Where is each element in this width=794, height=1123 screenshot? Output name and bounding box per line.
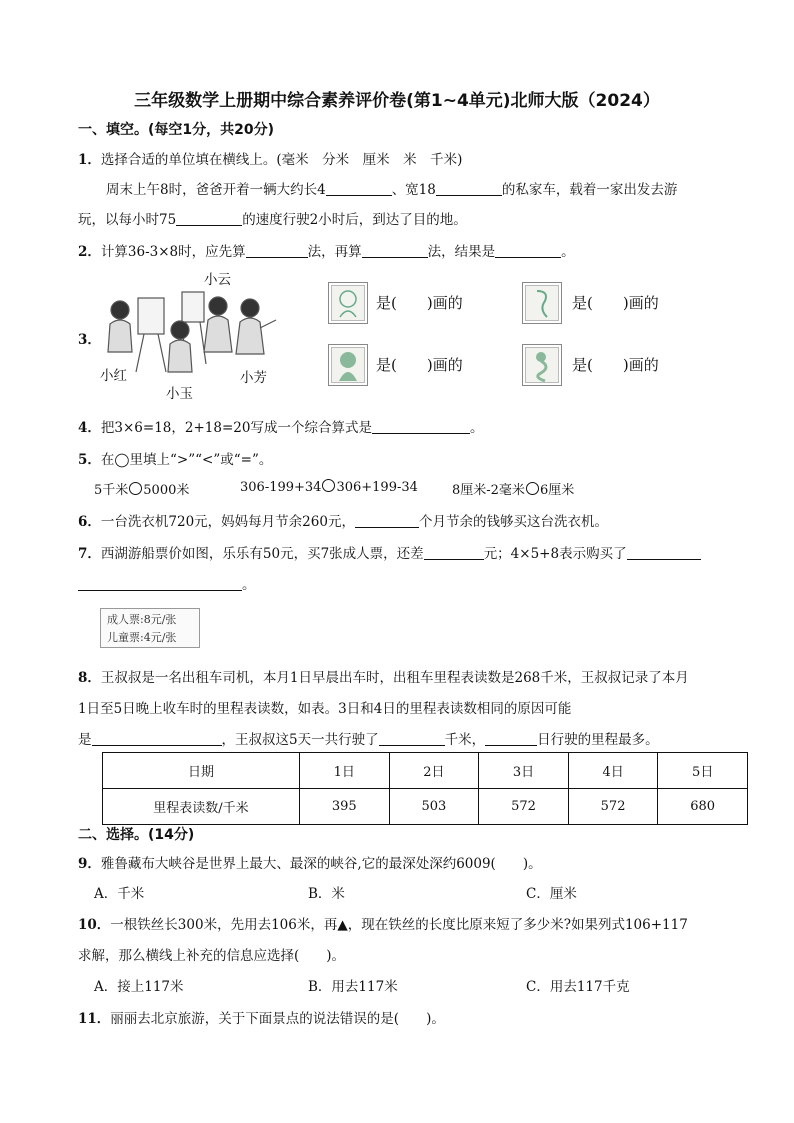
compare-item-3 <box>452 479 574 498</box>
option-c[interactable]: C．厘米 <box>526 886 577 902</box>
painting-thumbnail-3 <box>328 344 368 386</box>
text-segment: 8厘米-2毫米 <box>452 483 525 498</box>
option-c[interactable]: C．用去117千克 <box>526 979 630 995</box>
table-cell: 里程表读数/千米 <box>103 789 300 825</box>
answer-blank[interactable] <box>495 243 561 258</box>
section-heading-choice: 二、选择。(14分) <box>78 827 195 843</box>
answer-prompt: 是( )画的 <box>376 294 463 312</box>
answer-blank[interactable] <box>485 731 537 746</box>
silhouette-monkey-icon <box>329 345 367 385</box>
table-cell: 1日 <box>300 753 390 789</box>
label-xiaohong: 小红 <box>100 368 127 384</box>
answer-blank[interactable] <box>372 419 470 434</box>
answer-prompt: 是( )画的 <box>572 356 659 374</box>
compare-circle[interactable] <box>526 482 539 495</box>
question-6 <box>78 510 608 530</box>
snake-icon <box>523 283 561 323</box>
question-number: 11． <box>78 1011 111 1027</box>
monkey-icon <box>329 283 367 323</box>
text-segment: 日行驶的里程最多。 <box>537 732 659 748</box>
text-segment: 。 <box>561 244 575 260</box>
answer-blank[interactable] <box>326 181 392 196</box>
question-number: 4． <box>78 420 101 436</box>
text-segment: 的私家车，载着一家出发去游 <box>501 182 678 198</box>
answer-prompt: 是( )画的 <box>376 356 463 374</box>
table-cell: 572 <box>479 789 569 825</box>
answer-blank[interactable] <box>176 211 242 226</box>
compare-circle[interactable] <box>129 482 142 495</box>
table-row <box>103 789 748 825</box>
section-heading-fill-blank: 一、填空。(每空1分，共20分) <box>78 122 275 138</box>
table-cell: 3日 <box>479 753 569 789</box>
option-b[interactable]: B．用去117米 <box>308 979 398 995</box>
question-number: 1． <box>78 152 101 168</box>
text-segment: 西湖游船票价如图，乐乐有50元，买7张成人票，还差 <box>100 546 424 562</box>
table-cell: 5日 <box>658 753 748 789</box>
question-number: 6． <box>78 514 101 530</box>
text-segment: 。 <box>242 577 256 593</box>
question-number: 10． <box>78 917 111 933</box>
table-cell: 2日 <box>389 753 479 789</box>
option-a[interactable]: A．千米 <box>94 886 145 902</box>
text-segment: 一台洗衣机720元，妈妈每月节余260元， <box>100 514 355 530</box>
text-segment: 千米， <box>444 732 486 748</box>
text-segment: 、宽18 <box>391 182 436 198</box>
text-segment: 306-199+34 <box>240 480 322 495</box>
text-segment: 法，再算 <box>307 244 362 260</box>
question-text: 选择合适的单位填在横线上。(毫米 分米 厘米 米 千米) <box>100 152 463 168</box>
compare-circle[interactable] <box>322 479 335 492</box>
answer-blank[interactable] <box>362 243 428 258</box>
question-8-line-3 <box>78 728 659 748</box>
painting-children-illustration <box>100 268 290 402</box>
table-header-row <box>103 753 748 789</box>
painting-thumbnail-2 <box>522 282 562 324</box>
label-xiaoyu: 小玉 <box>166 386 193 402</box>
text-segment: 的速度行驶2小时后，到达了目的地。 <box>242 212 467 228</box>
table-cell: 503 <box>389 789 479 825</box>
question-1-line-2 <box>78 208 467 228</box>
text-segment: 王叔叔是一名出租车司机，本月1日早晨出车时，出租车里程表读数是268千米，王叔叔记录了本月 <box>100 670 689 686</box>
question-9 <box>78 852 542 872</box>
question-5 <box>78 448 272 468</box>
painting-thumbnail-1 <box>328 282 368 324</box>
question-number: 5． <box>78 452 101 468</box>
text-segment: 计算36-3×8时，应先算 <box>100 244 246 260</box>
text-segment: 一根铁丝长300米，先用去106米，再▲，现在铁丝的长度比原来短了多少米?如果列式106+117 <box>110 917 688 933</box>
text-segment: 306+199-34 <box>336 480 418 495</box>
question-number: 8． <box>78 670 101 686</box>
question-number: 2． <box>78 244 101 260</box>
question-1 <box>78 148 462 168</box>
compare-item-1 <box>94 479 189 498</box>
option-a[interactable]: A．接上117米 <box>94 979 184 995</box>
table-cell: 日期 <box>103 753 300 789</box>
text-segment: 6厘米 <box>539 483 575 498</box>
text-segment: 周末上午8时，爸爸开着一辆大约长4 <box>106 182 326 198</box>
question-text: 在◯里填上“>”“<”或“=”。 <box>100 452 273 468</box>
answer-blank[interactable] <box>355 513 419 528</box>
question-7 <box>78 542 701 562</box>
question-10-line-2: 求解，那么横线上补充的信息应选择( )。 <box>78 948 346 964</box>
question-4 <box>78 416 483 436</box>
question-8-line-2: 1日至5日晚上收车时的里程表读数，如表。3日和4日的里程表读数相同的原因可能 <box>78 701 572 717</box>
text-segment: 法，结果是 <box>427 244 496 260</box>
question-11 <box>78 1007 445 1027</box>
adult-ticket-price: 成人票:8元/张 <box>107 613 177 626</box>
child-ticket-price: 儿童票:4元/张 <box>107 631 177 644</box>
answer-prompt: 是( )画的 <box>572 294 659 312</box>
answer-blank[interactable] <box>436 181 502 196</box>
question-number: 7． <box>78 546 101 562</box>
question-10-line-1 <box>78 913 688 933</box>
question-2 <box>78 240 575 260</box>
text-segment: ，王叔叔这5天一共行驶了 <box>221 732 379 748</box>
ticket-price-sign <box>100 608 200 648</box>
question-8-line-1 <box>78 666 689 686</box>
question-text: 雅鲁藏布大峡谷是世界上最大、最深的峡谷,它的最深处深约6009( )。 <box>100 856 542 872</box>
table-cell: 572 <box>568 789 658 825</box>
page-title: 三年级数学上册期中综合素养评价卷(第1~4单元)北师大版（2024） <box>134 91 660 111</box>
answer-blank[interactable] <box>424 545 484 560</box>
text-segment: 5千米 <box>94 483 129 498</box>
compare-item-2 <box>240 479 418 495</box>
question-number: 9． <box>78 856 101 872</box>
text-segment: 是 <box>78 732 92 748</box>
answer-blank[interactable] <box>92 731 222 746</box>
label-xiaofang: 小芳 <box>240 370 267 386</box>
answer-blank[interactable] <box>379 731 445 746</box>
question-7-line-2 <box>78 573 256 593</box>
question-number: 3． <box>78 332 101 348</box>
question-text: 丽丽去北京旅游，关于下面景点的说法错误的是( )。 <box>110 1011 445 1027</box>
odometer-table <box>102 752 748 825</box>
text-segment: 玩，以每小时75 <box>78 212 177 228</box>
text-segment: 5000米 <box>143 483 190 498</box>
table-cell: 395 <box>300 789 390 825</box>
table-cell: 680 <box>658 789 748 825</box>
table-cell: 4日 <box>568 753 658 789</box>
option-b[interactable]: B．米 <box>308 886 345 902</box>
text-segment: 把3×6=18，2+18=20写成一个综合算式是 <box>100 420 372 436</box>
answer-blank[interactable] <box>627 545 701 560</box>
answer-blank[interactable] <box>246 243 308 258</box>
text-segment: 。 <box>469 420 484 436</box>
text-segment: 个月节余的钱够买这台洗衣机。 <box>418 514 608 530</box>
snake-icon <box>523 345 561 385</box>
answer-blank[interactable] <box>78 576 242 591</box>
text-segment: 元；4×5+8表示购买了 <box>483 546 627 562</box>
question-1-line-1 <box>106 178 677 198</box>
label-xiaoyun: 小云 <box>204 272 231 288</box>
painting-thumbnail-4 <box>522 344 562 386</box>
